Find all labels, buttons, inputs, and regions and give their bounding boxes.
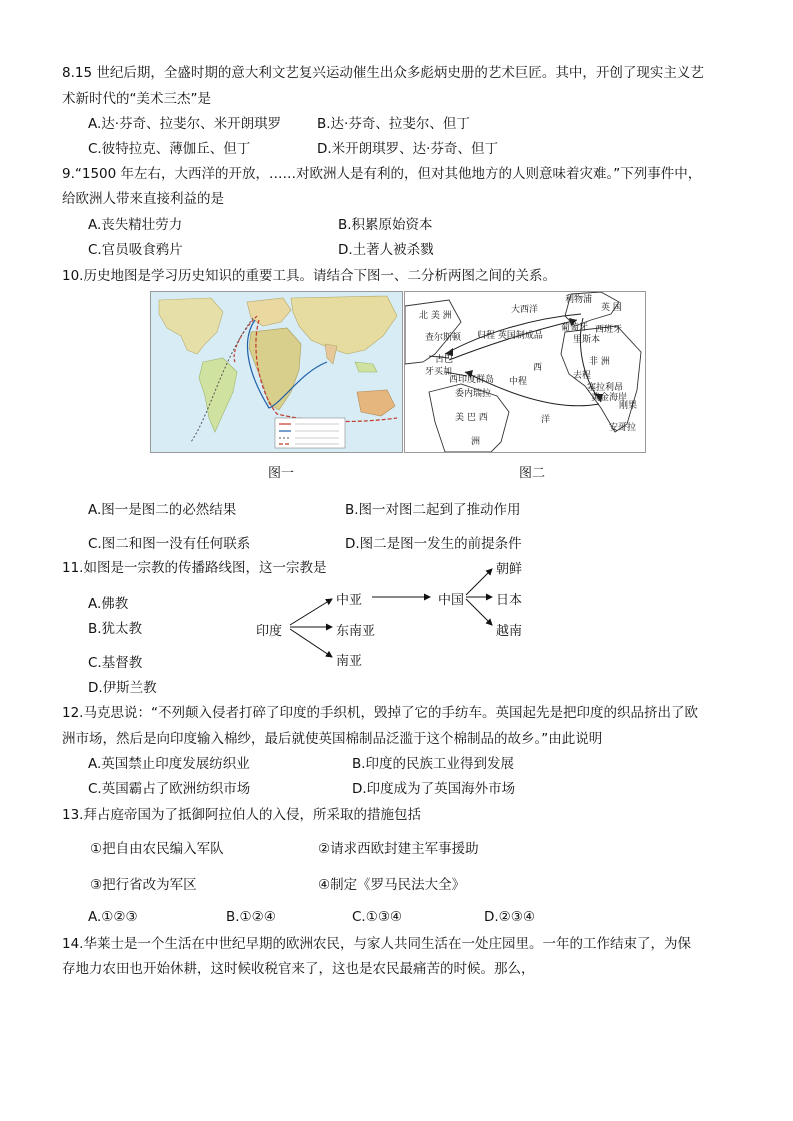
q14-stem-line1: 14.华莱士是一个生活在中世纪早期的欧洲农民，与家人共同生活在一处庄园里。一年的工作结束了，为保 [62, 936, 691, 952]
q9-option-b: B.积累原始资本 [338, 217, 433, 233]
q13-option-c: C.①③④ [352, 909, 403, 925]
map2-label-portugal: 葡萄牙 [561, 323, 589, 333]
map2-label-west-indies: 西印度群岛 [449, 375, 495, 385]
q10-stem: 10.历史地图是学习历史知识的重要工具。请结合下图一、二分析两图之间的关系。 [62, 268, 556, 284]
q10-option-a: A.图一是图二的必然结果 [88, 502, 237, 518]
q9-option-a: A.丧失精壮劳力 [88, 217, 183, 233]
map2-label-outbound: 去程 [573, 371, 592, 381]
q13-option-b: B.①②④ [226, 909, 276, 925]
figure-1-world-map [150, 291, 403, 453]
diagram-china: 中国 [438, 593, 465, 608]
q13-item-2: ②请求西欧封建主军事援助 [318, 841, 479, 857]
map2-label-angola: 安哥拉 [609, 423, 637, 433]
q9-stem-line1: 9.“1500 年左右，大西洋的开放，……对欧洲人是有利的，但对其他地方的人则意味着灾难。”下列事件中， [62, 166, 702, 182]
map2-label-continent: 洲 [471, 437, 481, 447]
map2-label-cuba: 古巴 [435, 355, 454, 365]
map2-label-south-america: 美 巴 西 [455, 413, 488, 423]
q8-stem-line1: 8.15 世纪后期，全盛时期的意大利文艺复兴运动催生出众多彪炳史册的艺术巨匠。其中，开创了现实主义艺 [62, 65, 704, 81]
map2-label-west: 西 [533, 363, 543, 373]
q8-option-a: A.达·芬奇、拉斐尔、米开朗琪罗 [88, 116, 282, 132]
q12-stem-line2: 洲市场，然后是向印度输入棉纱，最后就使英国棉制品泛滥于这个棉制品的故乡。”由此说明 [62, 731, 603, 747]
map2-label-liverpool: 利物浦 [565, 295, 593, 305]
q11-stem: 11.如图是一宗教的传播路线图，这一宗教是 [62, 560, 327, 576]
q10-option-c: C.图二和图一没有任何联系 [88, 536, 251, 552]
map2-label-ocean: 洋 [541, 415, 551, 425]
diagram-south-asia: 南亚 [336, 654, 363, 669]
map2-label-africa: 非 洲 [589, 357, 610, 367]
diagram-korea: 朝鲜 [496, 562, 523, 577]
q10-option-b: B.图一对图二起到了推动作用 [345, 502, 521, 518]
diagram-vietnam: 越南 [496, 624, 523, 639]
q9-option-c: C.官员吸食鸦片 [88, 242, 183, 258]
q11-option-c: C.基督教 [88, 655, 143, 671]
arrow-india-to-central-asia [290, 599, 332, 625]
q13-option-a: A.①②③ [88, 909, 138, 925]
map2-label-gold-coast: 黄金海岸 [591, 393, 628, 403]
q8-stem-line2: 术新时代的“美术三杰”是 [62, 91, 211, 107]
q8-option-c: C.彼特拉克、薄伽丘、但丁 [88, 141, 251, 157]
figure-2-triangular-trade-map [404, 291, 646, 453]
map2-label-jamaica: 牙买加 [425, 367, 453, 377]
q12-option-c: C.英国霸占了欧洲纺织市场 [88, 781, 251, 797]
q12-option-b: B.印度的民族工业得到发展 [352, 756, 515, 772]
figure-2-caption: 图二 [519, 466, 546, 481]
map2-label-spain: 西班牙 [595, 325, 623, 335]
q13-stem: 13.拜占庭帝国为了抵御阿拉伯人的入侵，所采取的措施包括 [62, 807, 421, 823]
world-map-svg [151, 292, 402, 452]
map2-label-charleston: 查尔斯顿 [425, 333, 462, 343]
q14-stem-line2: 存地力农田也开始休耕，这时候收税官来了，这也是农民最痛苦的时候。那么， [62, 961, 535, 977]
map2-label-middle-passage: 中程 [509, 377, 528, 387]
q9-option-d: D.土著人被杀戮 [338, 242, 434, 258]
map2-label-lisbon: 里斯本 [573, 335, 601, 345]
q11-option-a: A.佛教 [88, 596, 129, 612]
q13-item-4: ④制定《罗马民法大全》 [318, 877, 466, 893]
q8-option-b: B.达·芬奇、拉斐尔、但丁 [317, 116, 470, 132]
q9-stem-line2: 给欧洲人带来直接利益的是 [62, 191, 224, 207]
q13-item-3: ③把行省改为军区 [90, 877, 197, 893]
figure-1-caption: 图一 [268, 466, 295, 481]
arrow-india-to-south-asia [290, 629, 332, 657]
map2-label-venezuela: 委内瑞拉 [455, 389, 492, 399]
diagram-southeast-asia: 东南亚 [336, 624, 376, 639]
q11-option-b: B.犹太教 [88, 621, 143, 637]
q11-option-d: D.伊斯兰教 [88, 680, 157, 696]
diagram-japan: 日本 [496, 593, 523, 608]
q12-option-a: A.英国禁止印度发展纺织业 [88, 756, 250, 772]
q13-option-d: D.②③④ [484, 909, 535, 925]
map2-label-congo: 刚果 [619, 401, 638, 411]
arrow-china-to-korea [466, 569, 492, 595]
q12-stem-line1: 12.马克思说：“不列颠入侵者打碎了印度的手织机，毁掉了它的手纺车。英国起先是把印度的织品挤出了欧 [62, 705, 698, 721]
map2-label-return: 归程 英国制成品 [477, 331, 543, 341]
map2-label-sierra-leone: 塞拉利昂 [587, 383, 624, 393]
q10-option-d: D.图二是图一发生的前提条件 [345, 536, 522, 552]
diagram-origin-india: 印度 [256, 624, 283, 639]
q13-item-1: ①把自由农民编入军队 [90, 841, 224, 857]
map2-label-atlantic: 大西洋 [511, 305, 539, 315]
q8-option-d: D.米开朗琪罗、达·芬奇、但丁 [317, 141, 498, 157]
map2-label-england: 英 国 [601, 303, 622, 313]
diagram-central-asia: 中亚 [336, 593, 363, 608]
arrow-china-to-vietnam [466, 599, 492, 625]
q12-option-d: D.印度成为了英国海外市场 [352, 781, 516, 797]
map2-label-north-america: 北 美 洲 [419, 311, 452, 321]
